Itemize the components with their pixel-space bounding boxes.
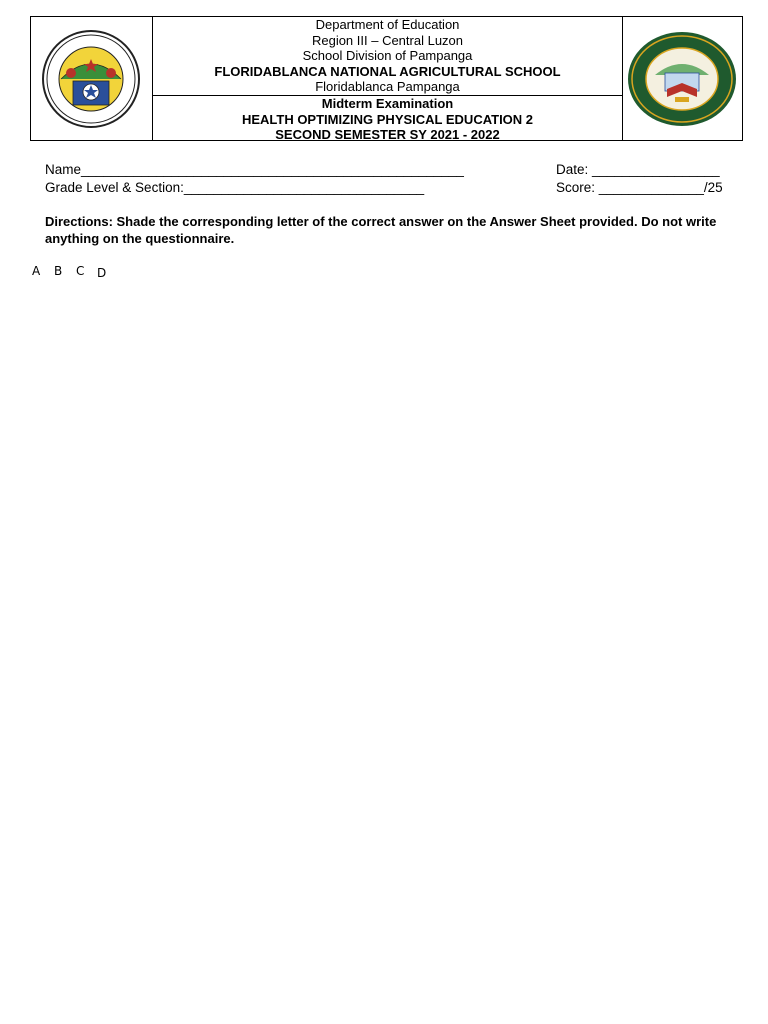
exam-header [30,16,743,141]
institution-block [153,17,622,96]
right-logo-cell [622,17,742,140]
department-name: Department of Education [315,17,460,32]
school-name: FLORIDABLANCA NATIONAL AGRICULTURAL SCHOOL [214,63,561,79]
option-a: A [32,264,41,278]
name-field: Name___________________________________________________ [45,162,464,177]
option-b: B [54,264,63,278]
region-name: Region III – Central Luzon [311,32,464,48]
school-location: Floridablanca Pampanga [315,79,460,94]
exam-block [153,96,622,143]
exam-title: Midterm Examination [321,96,454,111]
fnas-seal-icon [627,31,737,127]
grade-section-field: Grade Level & Section:________________________________ [45,180,425,195]
division-name: School Division of Pampanga [302,48,473,63]
date-field: Date: _________________ [556,162,720,177]
score-field: Score: ______________/25 [556,180,723,195]
option-d: D [97,266,107,280]
left-logo-cell [31,17,153,140]
option-c: C [76,264,85,278]
subject-title: HEALTH OPTIMIZING PHYSICAL EDUCATION 2 [241,111,534,127]
deped-pampanga-seal-icon [37,29,145,129]
semester-title: SECOND SEMESTER SY 2021 - 2022 [275,127,500,142]
directions-text: Directions: Shade the corresponding letter of the correct answer on the Answer Sheet provided. Do not write anything on the questionnaire. [45,214,717,246]
header-text [153,17,622,140]
